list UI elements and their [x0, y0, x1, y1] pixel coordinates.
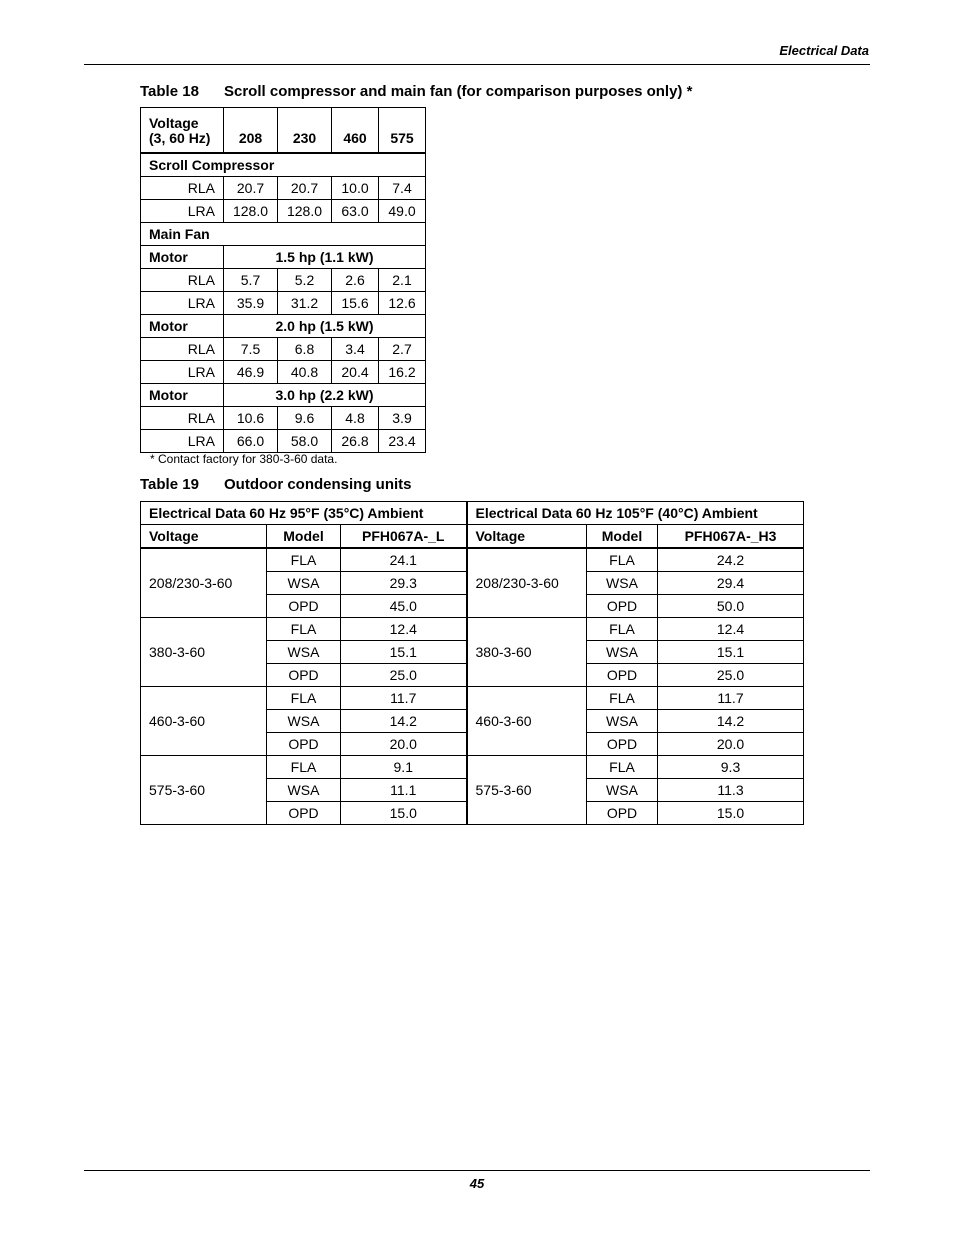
- row-label: RLA: [141, 269, 224, 292]
- motor-label: Motor: [141, 246, 224, 269]
- table-cell: 9.3: [658, 756, 804, 779]
- page-number: 45: [469, 1176, 485, 1191]
- table-row: [141, 687, 804, 710]
- motor-row: [141, 384, 426, 407]
- table-cell: 12.4: [341, 618, 467, 641]
- model-cell: WSA: [267, 641, 341, 664]
- voltage-col-header: 208: [224, 108, 278, 154]
- voltage-col-header: 575: [379, 108, 426, 154]
- table-cell: 14.2: [341, 710, 467, 733]
- voltage-cell: 380-3-60: [141, 618, 267, 687]
- table-cell: 12.6: [379, 292, 426, 315]
- model-cell: WSA: [587, 572, 658, 595]
- voltage-cell: 460-3-60: [141, 687, 267, 756]
- model-cell: OPD: [267, 733, 341, 756]
- table-cell: 7.5: [224, 338, 278, 361]
- motor-label: Motor: [141, 384, 224, 407]
- model-cell: FLA: [587, 687, 658, 710]
- table-cell: 26.8: [332, 430, 379, 453]
- model-cell: FLA: [587, 618, 658, 641]
- table-cell: 128.0: [278, 200, 332, 223]
- table-cell: 20.0: [658, 733, 804, 756]
- row-label: RLA: [141, 338, 224, 361]
- model-cell: WSA: [587, 779, 658, 802]
- table-cell: 128.0: [224, 200, 278, 223]
- table19: [140, 501, 804, 825]
- table-row: [141, 618, 804, 641]
- table-cell: 20.7: [224, 177, 278, 200]
- voltage-cell: 208/230-3-60: [141, 548, 267, 618]
- table-cell: 35.9: [224, 292, 278, 315]
- table-cell: 24.1: [341, 548, 467, 572]
- table-cell: 10.0: [332, 177, 379, 200]
- fan-section-label: Main Fan: [141, 223, 426, 246]
- table-row: [141, 756, 804, 779]
- table-row: [141, 338, 426, 361]
- table-cell: 9.6: [278, 407, 332, 430]
- column-header: PFH067A-_H3: [658, 525, 804, 549]
- table-cell: 5.2: [278, 269, 332, 292]
- table-cell: 11.7: [658, 687, 804, 710]
- table-cell: 2.1: [379, 269, 426, 292]
- table19-heading-row: [141, 502, 804, 525]
- model-cell: WSA: [267, 710, 341, 733]
- running-head: Electrical Data: [779, 43, 869, 58]
- voltage-cell: 208/230-3-60: [467, 548, 587, 618]
- table19-column-row: [141, 525, 804, 549]
- table-row: [141, 361, 426, 384]
- section-row: [141, 153, 426, 177]
- table-cell: 5.7: [224, 269, 278, 292]
- table-cell: 14.2: [658, 710, 804, 733]
- compressor-section-label: Scroll Compressor: [141, 153, 426, 177]
- column-header: PFH067A-_L: [341, 525, 467, 549]
- table-row: [141, 269, 426, 292]
- motor-row: [141, 246, 426, 269]
- table-row: [141, 200, 426, 223]
- table-cell: 16.2: [379, 361, 426, 384]
- table-row: [141, 548, 804, 572]
- table-cell: 20.4: [332, 361, 379, 384]
- row-label: LRA: [141, 361, 224, 384]
- model-cell: OPD: [267, 664, 341, 687]
- column-header: Voltage: [467, 525, 587, 549]
- table-cell: 20.0: [341, 733, 467, 756]
- footer-rule: [84, 1170, 870, 1171]
- voltage-cell: 575-3-60: [141, 756, 267, 825]
- row-label: RLA: [141, 177, 224, 200]
- table18-header-row: [141, 108, 426, 154]
- table-cell: 11.3: [658, 779, 804, 802]
- table-row: [141, 430, 426, 453]
- header-rule: [84, 64, 870, 65]
- model-cell: FLA: [587, 756, 658, 779]
- table-cell: 11.1: [341, 779, 467, 802]
- table19-title: Outdoor condensing units: [224, 476, 412, 493]
- model-cell: WSA: [587, 641, 658, 664]
- table-cell: 15.0: [658, 802, 804, 825]
- column-header: Voltage: [141, 525, 267, 549]
- table-cell: 15.1: [341, 641, 467, 664]
- voltage-cell: 460-3-60: [467, 687, 587, 756]
- table-cell: 2.7: [379, 338, 426, 361]
- table-cell: 4.8: [332, 407, 379, 430]
- model-cell: FLA: [267, 687, 341, 710]
- table19-body: [141, 548, 804, 825]
- column-header: Model: [587, 525, 658, 549]
- column-header: Model: [267, 525, 341, 549]
- table-row: [141, 292, 426, 315]
- model-cell: FLA: [587, 548, 658, 572]
- table-row: [141, 407, 426, 430]
- voltage-col-header: 460: [332, 108, 379, 154]
- model-cell: WSA: [587, 710, 658, 733]
- table18: [140, 107, 426, 453]
- table-cell: 63.0: [332, 200, 379, 223]
- model-cell: WSA: [267, 779, 341, 802]
- table18-number: Table 18: [140, 83, 199, 100]
- model-cell: OPD: [267, 595, 341, 618]
- voltage-header: Voltage (3, 60 Hz): [141, 108, 224, 154]
- table-cell: 40.8: [278, 361, 332, 384]
- motor-hp: 2.0 hp (1.5 kW): [224, 315, 426, 338]
- table-cell: 3.9: [379, 407, 426, 430]
- model-cell: WSA: [267, 572, 341, 595]
- table-cell: 15.0: [341, 802, 467, 825]
- voltage-cell: 575-3-60: [467, 756, 587, 825]
- table-cell: 29.4: [658, 572, 804, 595]
- model-cell: OPD: [587, 802, 658, 825]
- table-cell: 3.4: [332, 338, 379, 361]
- motor-hp: 1.5 hp (1.1 kW): [224, 246, 426, 269]
- table-cell: 23.4: [379, 430, 426, 453]
- motor-label: Motor: [141, 315, 224, 338]
- table-cell: 50.0: [658, 595, 804, 618]
- table-cell: 25.0: [341, 664, 467, 687]
- table-cell: 29.3: [341, 572, 467, 595]
- table-cell: 15.1: [658, 641, 804, 664]
- model-cell: FLA: [267, 548, 341, 572]
- table-row: [141, 177, 426, 200]
- table19-caption: [140, 476, 412, 493]
- table-cell: 12.4: [658, 618, 804, 641]
- table-cell: 20.7: [278, 177, 332, 200]
- voltage-col-header: 230: [278, 108, 332, 154]
- table-cell: 66.0: [224, 430, 278, 453]
- table-cell: 15.6: [332, 292, 379, 315]
- model-cell: FLA: [267, 618, 341, 641]
- motor-hp: 3.0 hp (2.2 kW): [224, 384, 426, 407]
- motor-row: [141, 315, 426, 338]
- table-cell: 25.0: [658, 664, 804, 687]
- model-cell: OPD: [587, 733, 658, 756]
- table-cell: 45.0: [341, 595, 467, 618]
- table-cell: 2.6: [332, 269, 379, 292]
- table-cell: 24.2: [658, 548, 804, 572]
- table-cell: 7.4: [379, 177, 426, 200]
- left-heading: Electrical Data 60 Hz 95°F (35°C) Ambient: [141, 502, 467, 525]
- row-label: LRA: [141, 200, 224, 223]
- model-cell: OPD: [587, 664, 658, 687]
- row-label: LRA: [141, 430, 224, 453]
- table-cell: 11.7: [341, 687, 467, 710]
- table-cell: 46.9: [224, 361, 278, 384]
- table18-caption: [140, 83, 692, 100]
- table18-title: Scroll compressor and main fan (for comparison purposes only) *: [224, 83, 693, 100]
- model-cell: OPD: [587, 595, 658, 618]
- table-cell: 9.1: [341, 756, 467, 779]
- row-label: LRA: [141, 292, 224, 315]
- table19-number: Table 19: [140, 476, 199, 493]
- table-cell: 6.8: [278, 338, 332, 361]
- table18-footnote: * Contact factory for 380-3-60 data.: [150, 452, 338, 466]
- model-cell: OPD: [267, 802, 341, 825]
- table-cell: 10.6: [224, 407, 278, 430]
- table-cell: 49.0: [379, 200, 426, 223]
- row-label: RLA: [141, 407, 224, 430]
- section-row: [141, 223, 426, 246]
- table-cell: 31.2: [278, 292, 332, 315]
- table-cell: 58.0: [278, 430, 332, 453]
- model-cell: FLA: [267, 756, 341, 779]
- right-heading: Electrical Data 60 Hz 105°F (40°C) Ambient: [467, 502, 804, 525]
- voltage-cell: 380-3-60: [467, 618, 587, 687]
